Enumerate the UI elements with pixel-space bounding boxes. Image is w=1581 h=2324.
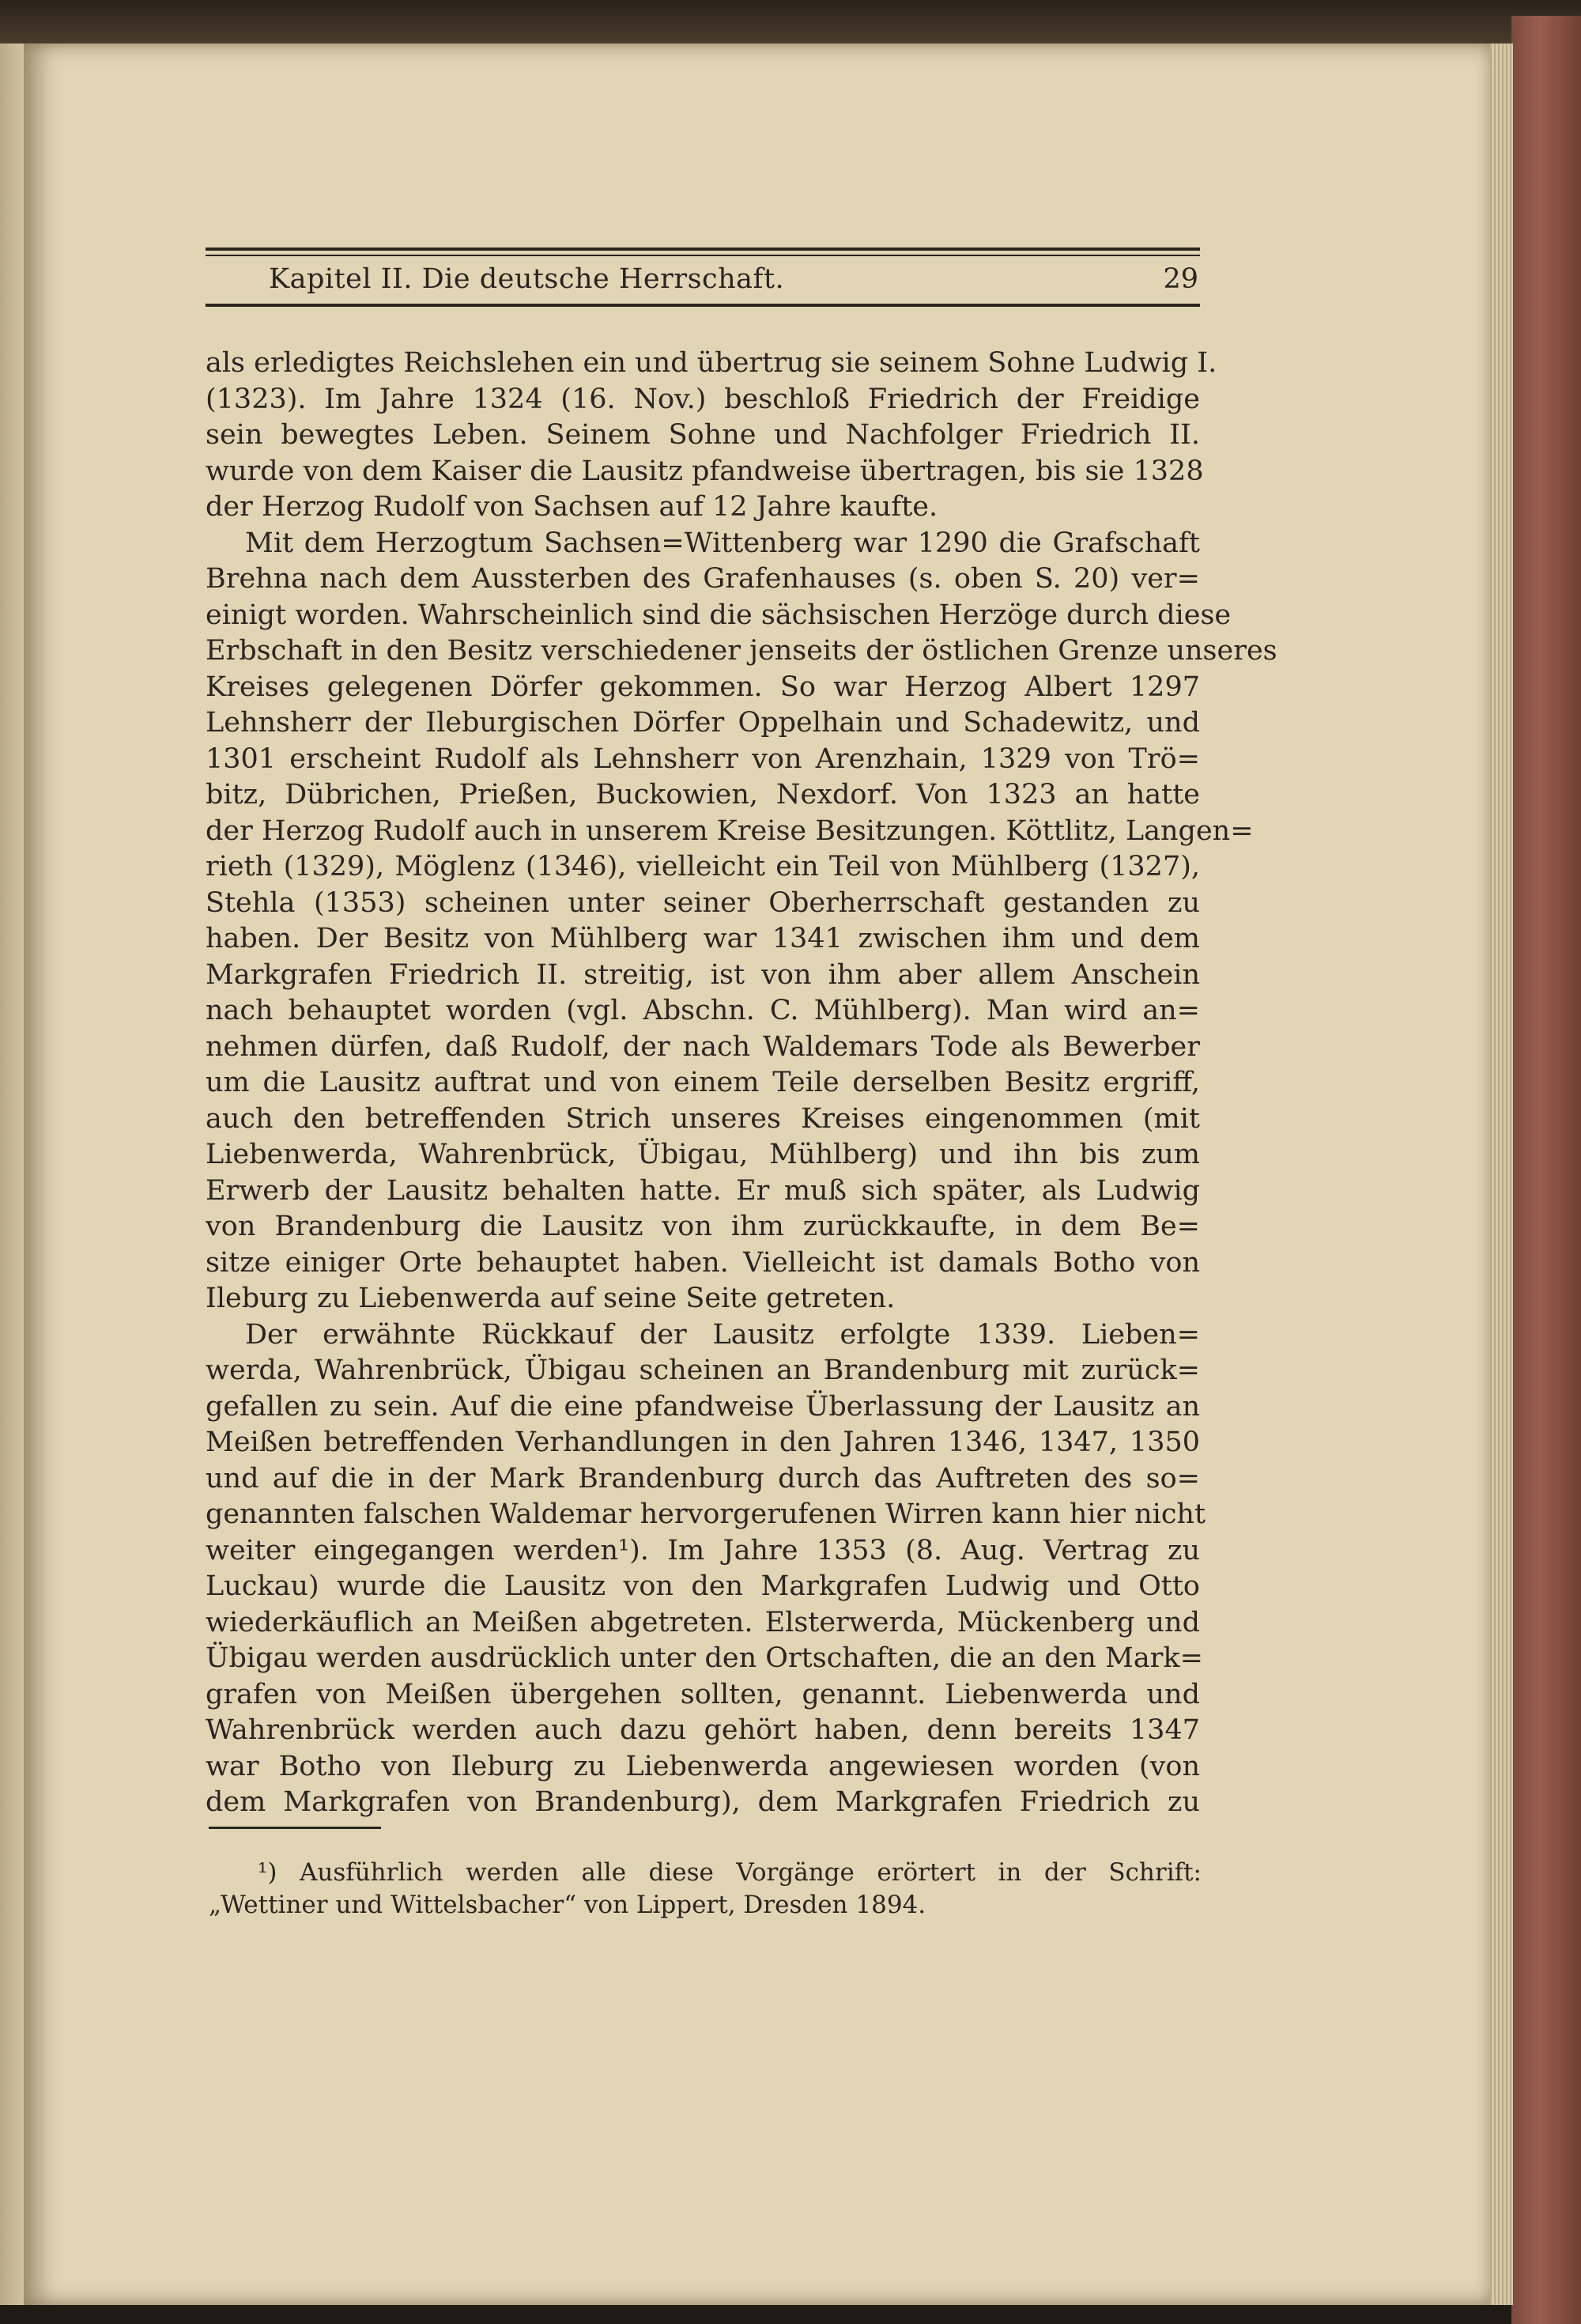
footnote-rule bbox=[209, 1827, 381, 1829]
text-line: grafen von Meißen übergehen sollten, genannt. Liebenwerda und bbox=[206, 1678, 1200, 1710]
page-fore-edge bbox=[1488, 43, 1513, 2305]
text-line: Luckau) wurde die Lausitz von den Markgrafen Ludwig und Otto bbox=[206, 1570, 1200, 1602]
text-line: Wahrenbrück werden auch dazu gehört haben, denn bereits 1347 bbox=[206, 1714, 1200, 1746]
text-line: Erbschaft in den Besitz verschiedener jenseits der östlichen Grenze unseres bbox=[206, 635, 1277, 667]
text-line: (1323). Im Jahre 1324 (16. Nov.) beschloß Friedrich der Freidige bbox=[206, 383, 1200, 415]
text-line: haben. Der Besitz von Mühlberg war 1341 zwischen ihm und dem bbox=[206, 923, 1200, 954]
text-line: um die Lausitz auftrat und von einem Teile derselben Besitz ergriff, bbox=[206, 1067, 1200, 1098]
text-line: nehmen dürfen, daß Rudolf, der nach Waldemars Tode als Bewerber bbox=[206, 1030, 1200, 1063]
text-line: Brehna nach dem Aussterben des Grafenhauses (s. oben S. 20) ver= bbox=[206, 563, 1200, 595]
footnote-line: „Wettiner und Wittelsbacher“ von Lippert, Dresden 1894. bbox=[209, 1891, 926, 1919]
text-line: von Brandenburg die Lausitz von ihm zurückkaufte, in dem Be= bbox=[206, 1211, 1200, 1242]
page-number: 29 bbox=[1163, 263, 1198, 295]
book-cover-edge bbox=[1511, 16, 1581, 2324]
text-line: weiter eingegangen werden¹). Im Jahre 1353 (8. Aug. Vertrag zu bbox=[206, 1534, 1200, 1566]
cover-top-edge bbox=[0, 0, 1581, 46]
text-line: sein bewegtes Leben. Seinem Sohne und Nachfolger Friedrich II. bbox=[206, 419, 1200, 451]
text-line: der Herzog Rudolf auch in unserem Kreise Besitzungen. Köttlitz, Langen= bbox=[206, 814, 1254, 847]
text-line: Lehnsherr der Ileburgischen Dörfer Oppelhain und Schadewitz, und bbox=[206, 707, 1200, 739]
text-line: Meißen betreffenden Verhandlungen in den Jahren 1346, 1347, 1350 bbox=[206, 1427, 1200, 1458]
body-text bbox=[206, 346, 1277, 1821]
text-line: als erledigtes Reichslehen ein und übertrug sie seinem Sohne Ludwig I. bbox=[206, 347, 1217, 379]
text-line: Liebenwerda, Wahrenbrück, Übigau, Mühlberg) und ihn bis zum bbox=[206, 1139, 1200, 1170]
header-rule-bottom bbox=[206, 304, 1200, 307]
text-line: Mit dem Herzogtum Sachsen=Wittenberg war 1290 die Grafschaft bbox=[245, 527, 1200, 559]
text-line: Markgrafen Friedrich II. streitig, ist von ihm aber allem Anschein bbox=[206, 958, 1200, 991]
running-title: Kapitel II. Die deutsche Herrschaft. bbox=[269, 263, 785, 295]
text-line: wurde von dem Kaiser die Lausitz pfandweise übertragen, bis sie 1328 bbox=[206, 455, 1204, 487]
header-rule-top-thin bbox=[206, 255, 1200, 256]
text-line: dem Markgrafen von Brandenburg), dem Markgrafen Friedrich zu bbox=[206, 1786, 1200, 1818]
text-line: Der erwähnte Rückkauf der Lausitz erfolgte 1339. Lieben= bbox=[245, 1318, 1200, 1351]
text-line: Übigau werden ausdrücklich unter den Ortschaften, die an den Mark= bbox=[206, 1642, 1203, 1674]
text-line: Kreises gelegenen Dörfer gekommen. So war Herzog Albert 1297 bbox=[206, 671, 1200, 703]
header-rule-top-thick bbox=[206, 248, 1200, 251]
text-line: der Herzog Rudolf von Sachsen auf 12 Jahre kaufte. bbox=[206, 491, 938, 523]
text-line: einigt worden. Wahrscheinlich sind die sächsischen Herzöge durch diese bbox=[206, 599, 1232, 631]
text-line: und auf die in der Mark Brandenburg durch das Auftreten des so= bbox=[206, 1462, 1200, 1495]
text-line: nach behauptet worden (vgl. Abschn. C. Mühlberg). Man wird an= bbox=[206, 995, 1200, 1026]
text-line: genannten falschen Waldemar hervorgerufenen Wirren kann hier nicht bbox=[206, 1498, 1206, 1530]
text-line: war Botho von Ileburg zu Liebenwerda angewiesen worden (von bbox=[206, 1750, 1200, 1782]
text-line: 1301 erscheint Rudolf als Lehnsherr von Arenzhain, 1329 von Trö= bbox=[206, 743, 1200, 775]
text-line: rieth (1329), Möglenz (1346), vielleicht ein Teil von Mühlberg (1327), bbox=[206, 851, 1200, 882]
text-line: sitze einiger Orte behauptet haben. Vielleicht ist damals Botho von bbox=[206, 1246, 1200, 1279]
text-line: auch den betreffenden Strich unseres Kreises eingenommen (mit bbox=[206, 1102, 1200, 1135]
running-header bbox=[206, 263, 1198, 298]
footnote bbox=[209, 1857, 1202, 1922]
text-line: werda, Wahrenbrück, Übigau scheinen an Brandenburg mit zurück= bbox=[206, 1355, 1200, 1386]
text-line: wiederkäuflich an Meißen abgetreten. Elsterwerda, Mückenberg und bbox=[206, 1606, 1200, 1638]
text-line: bitz, Dübrichen, Prießen, Buckowien, Nexdorf. Von 1323 an hatte bbox=[206, 779, 1200, 811]
text-line: Stehla (1353) scheinen unter seiner Oberherrschaft gestanden zu bbox=[206, 886, 1200, 919]
text-line: Ileburg zu Liebenwerda auf seine Seite getreten. bbox=[206, 1283, 896, 1314]
text-line: gefallen zu sein. Auf die eine pfandweise Überlassung der Lausitz an bbox=[206, 1390, 1200, 1423]
text-line: Erwerb der Lausitz behalten hatte. Er muß sich später, als Ludwig bbox=[206, 1174, 1200, 1207]
footnote-line: ¹) Ausführlich werden alle diese Vorgänge erörtert in der Schrift: bbox=[258, 1858, 1202, 1887]
